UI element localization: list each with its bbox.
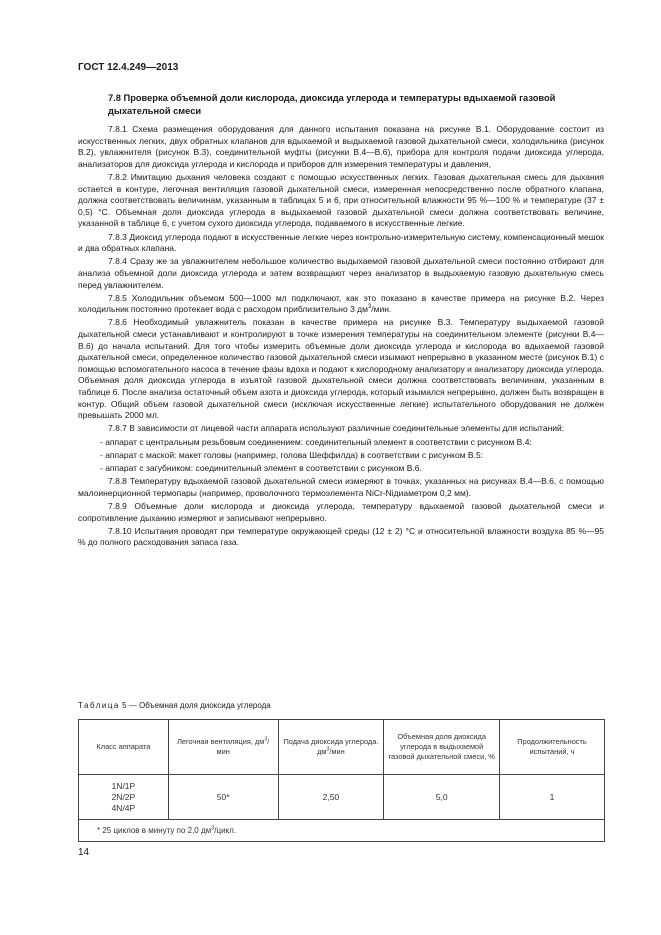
cell-duration: 1 (500, 775, 605, 820)
table-header-row (79, 720, 605, 775)
header-co2-supply (278, 720, 384, 775)
list-item-mask: - аппарат с маской: макет головы (например, голова Шеффилда) в соответствии с рисунком В.5: (100, 449, 484, 460)
paragraph-7-8-6: 7.8.6 Необходимый увлажнитель показан в качестве примера на рисунке В.3. Температуру выдыхаемой газовой дыхательной смеси устанавливают и контролируют в точке измерения температуры на соединительном элементе (рисунки В.4—В.6) до начала испытаний. Для того чтобы измерить объемные доли диоксида углерода и кислорода во вдыхаемой газовой дыхательной смеси, определенное количество газовой дыхательной смеси изымают непрерывно в указанном месте (рисунок В.1) с помощью вспомогательного насоса в течение фазы вдоха и подают к кислородному анализатору и анализатору диоксида углерода. Объемная доля диоксида углерода в изъятой газовой дыхательной смеси должна соответствовать величинам, указанным в таблице 6. После анализа остаточный объем азота и диоксида углерода, который изымался непрерывно, должен быть возвращен в контур. Общий объем газовой дыхательной смеси (исключая искусственные легкие) испытательного оборудования не должен превышать 2000 мл. (78, 317, 604, 421)
table-footnote-row (79, 820, 605, 842)
cell-co2-supply: 2,50 (278, 775, 384, 820)
cell-device-classes (79, 775, 169, 820)
header-co2-supply-unit: /мин (329, 747, 345, 756)
header-duration: Продолжительность испытаний, ч (500, 720, 605, 775)
header-co2-supply-text: Подача диоксида углерода. дм (283, 737, 379, 756)
table-footnote (79, 820, 605, 842)
paragraph-7-8-5-text: 7.8.5 Холодильник объемом 500—1000 мл подключают, как это показано в качестве примера на рисунке В.2. Через холодильник постоянно протекает вода с расходом приблизительно 3 дм (78, 292, 604, 315)
paragraph-7-8-2: 7.8.2 Имитацию дыхания человека создают с помощью искусственных легких. Газовая дыхательная смесь для дыхания остается в контуре, легочная вентиляция газовой дыхательной смеси, измеренная непосредственно после обратного клапана, должна соответствовать величинам, указанным в таблицах 5 и 6, при относительной влажности 95 %—100 % и температуре (37 ± 0,5) °С. Объемная доля диоксида углерода в выдыхаемой газовой дыхательной смеси должна соответствовать величине, указанной в таблице 6, с учетом сухого диоксида углерода, подаваемого в искусственные легкие. (78, 171, 604, 229)
header-ventilation-superscript: 3 (264, 736, 268, 743)
paragraph-7-8-4: 7.8.4 Сразу же за увлажнителем небольшое количество выдыхаемой газовой дыхательной смеси постоянно отбирают для анализа объемной доли диоксида углерода и затем возвращают через анализатор в выдыхаемую газовую дыхательную смесь перед увлажнителем. (78, 256, 604, 290)
paragraph-7-8-3: 7.8.3 Диоксид углерода подают в искусственные легкие через контрольно-измерительную систему, компенсационный мешок и два обратных клапана. (78, 231, 604, 254)
device-class-1: 1N/1P (111, 780, 136, 791)
header-device-class: Класс аппарата (79, 720, 169, 775)
table-footnote-superscript: 3 (211, 825, 215, 832)
header-ventilation (168, 720, 278, 775)
cell-ventilation: 50* (168, 775, 278, 820)
paragraph-7-8-7: 7.8.7 В зависимости от лицевой части аппарата используют различные соединительные элементы для испытаний: (108, 423, 565, 434)
paragraph-7-8-1: 7.8.1 Схема размещения оборудования для данного испытания показана на рисунке В.1. Оборудование состоит из искусственных легких, двух обратных клапанов для вдыхаемой и выдыхаемой газовой дыхательной смеси, холодильника (рисунок В.2), увлажнителя (рисунок В.3), соединительной муфты (рисунки В.4—В.6), прибора для контроля подачи диоксида углерода, анализаторов для диоксида углерода и кислорода и приборов для измерения температуры и давления, (78, 124, 604, 169)
paragraph-7-8-5-unit: /мин. (371, 304, 392, 315)
device-class-3: 4N/4P (111, 802, 136, 813)
page-number: 14 (78, 847, 90, 858)
list-item-thread-connection: - аппарат с центральным резьбовым соединением: соединительный элемент в соответствии с рисунком В.4: (100, 436, 532, 447)
table-row (79, 775, 605, 820)
table-footnote-text: * 25 циклов в минуту по 2,0 дм (97, 826, 212, 835)
section-title: 7.8 Проверка объемной доли кислорода, диоксида углерода и температуры вдыхаемой газовой дыхательной смеси (108, 93, 556, 116)
header-co2-supply-superscript: 3 (326, 746, 330, 753)
list-item-mouthpiece: - аппарат с загубником: соединительный элемент в соответствии с рисунком В.6. (100, 462, 422, 473)
paragraph-7-8-5-superscript: 3 (367, 304, 372, 311)
paragraph-7-8-10: 7.8.10 Испытания проводят при температуре окружающей среды (12 ± 2) °С и относительной влажности воздуха 85 %—95 % до полного расходования запаса газа. (78, 525, 604, 548)
table-caption (78, 701, 271, 710)
document-header: ГОСТ 12.4.249—2013 (78, 62, 179, 73)
cell-co2-fraction: 5,0 (384, 775, 500, 820)
header-ventilation-text: Легочная вентиляция, дм (177, 737, 265, 746)
paragraph-7-8-5 (78, 293, 604, 316)
header-co2-fraction: Объемная доля диоксида углерода в выдыхаемой газовой дыхательной смеси, % (384, 720, 500, 775)
table-caption-title: 5 — Объемная доля диоксида углерода (119, 701, 271, 710)
paragraph-7-8-9: 7.8.9 Объемные доли кислорода и диоксида углерода, температуру вдыхаемой газовой дыхательной смеси и сопротивление дыханию измеряют и записывают непрерывно. (78, 500, 604, 523)
body-text (78, 124, 604, 551)
table-caption-word: Таблица (78, 701, 120, 710)
co2-table (78, 719, 605, 842)
device-class-2: 2N/2P (111, 791, 136, 802)
paragraph-7-8-8: 7.8.8 Температуру вдыхаемой газовой дыхательной смеси измеряют в точках, указанных на рисунках В.4—В.6, с помощью малоинерционной термопары (например, проволочного термоэлемента NiCr-Niдиаметром 0,2 мм). (78, 476, 604, 498)
table-footnote-unit: /цикл. (214, 826, 237, 835)
header-ventilation-unit: /мин (216, 737, 270, 756)
